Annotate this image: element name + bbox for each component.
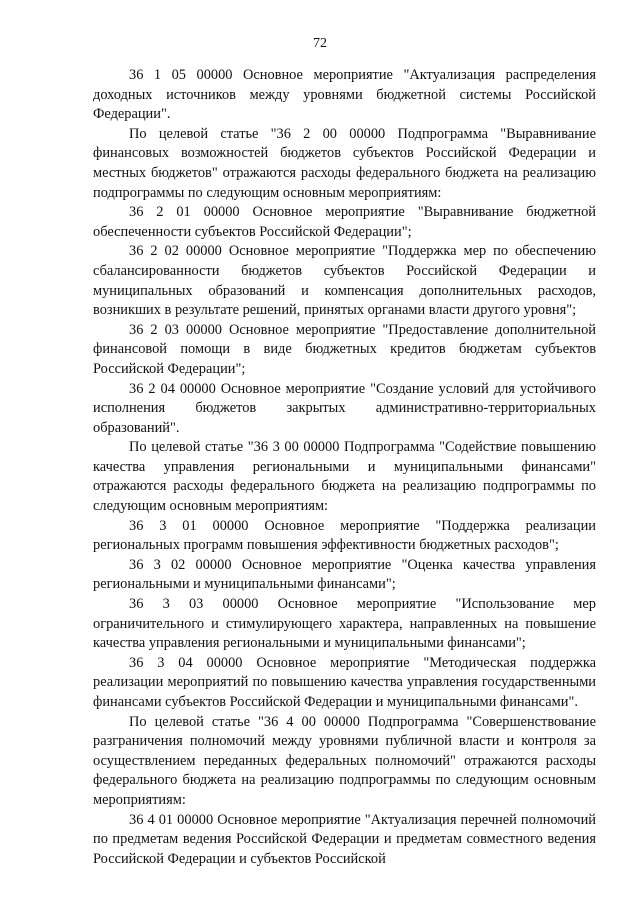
paragraph: 36 2 04 00000 Основное мероприятие "Создание условий для устойчивого исполнения бюджетов закрытых административно-территориальных образований". <box>93 380 596 436</box>
paragraph: 36 3 02 00000 Основное мероприятие "Оценка качества управления региональными и муниципальными финансами"; <box>93 556 596 593</box>
paragraph: По целевой статье "36 3 00 00000 Подпрограмма "Содействие повышению качества управления региональными и муниципальными финансами" отражаются расходы федерального бюджета на реализацию подпрограммы по следующим основным мероприятиям: <box>93 439 596 515</box>
paragraph: По целевой статье "36 4 00 00000 Подпрограмма "Совершенствование разграничения полномочий между уровнями публичной власти и контроля за осуществлением переданных федеральных полномочий" отражаются расходы федерального бюджета на реализацию подпрограммы по следующим основным мероприятиям: <box>93 713 596 808</box>
paragraph: 36 2 02 00000 Основное мероприятие "Поддержка мер по обеспечению сбалансированности бюджетов субъектов Российской Федерации и муниципальных образований и компенсация дополнительных расходов, возникших в результате решений, принятых органами власти другого уровня"; <box>93 243 596 319</box>
paragraph: 36 2 03 00000 Основное мероприятие "Предоставление дополнительной финансовой помощи в виде бюджетных кредитов бюджетам субъектов Российской Федерации"; <box>93 321 596 377</box>
paragraph: 36 1 05 00000 Основное мероприятие "Актуализация распределения доходных источников между уровнями бюджетной системы Российской Федерации". <box>93 67 596 123</box>
paragraph: По целевой статье "36 2 00 00000 Подпрограмма "Выравнивание финансовых возможностей бюджетов субъектов Российской Федерации и местных бюджетов" отражаются расходы федерального бюджета на реализацию подпрограммы по следующим основным мероприятиям: <box>93 125 596 201</box>
paragraph: 36 3 01 00000 Основное мероприятие "Поддержка реализации региональных программ повышения эффективности бюджетных расходов"; <box>93 517 596 554</box>
page-number: 72 <box>313 36 327 51</box>
paragraph: 36 2 01 00000 Основное мероприятие "Выравнивание бюджетной обеспеченности субъектов Российской Федерации"; <box>93 204 596 240</box>
paragraph: 36 3 03 00000 Основное мероприятие "Использование мер ограничительного и стимулирующего характера, направленных на повышение качества управления региональными и муниципальными финансами"; <box>93 596 596 652</box>
paragraph: 36 3 04 00000 Основное мероприятие "Методическая поддержка реализации мероприятий по повышению качества управления государственными финансами субъектов Российской Федерации и муниципальными финансами". <box>93 654 596 710</box>
paragraph: 36 4 01 00000 Основное мероприятие "Актуализация перечней полномочий по предметам ведения Российской Федерации и предметам совместного ведения Российской Федерации и субъектов Российской <box>93 811 596 867</box>
document-body <box>93 66 596 869</box>
